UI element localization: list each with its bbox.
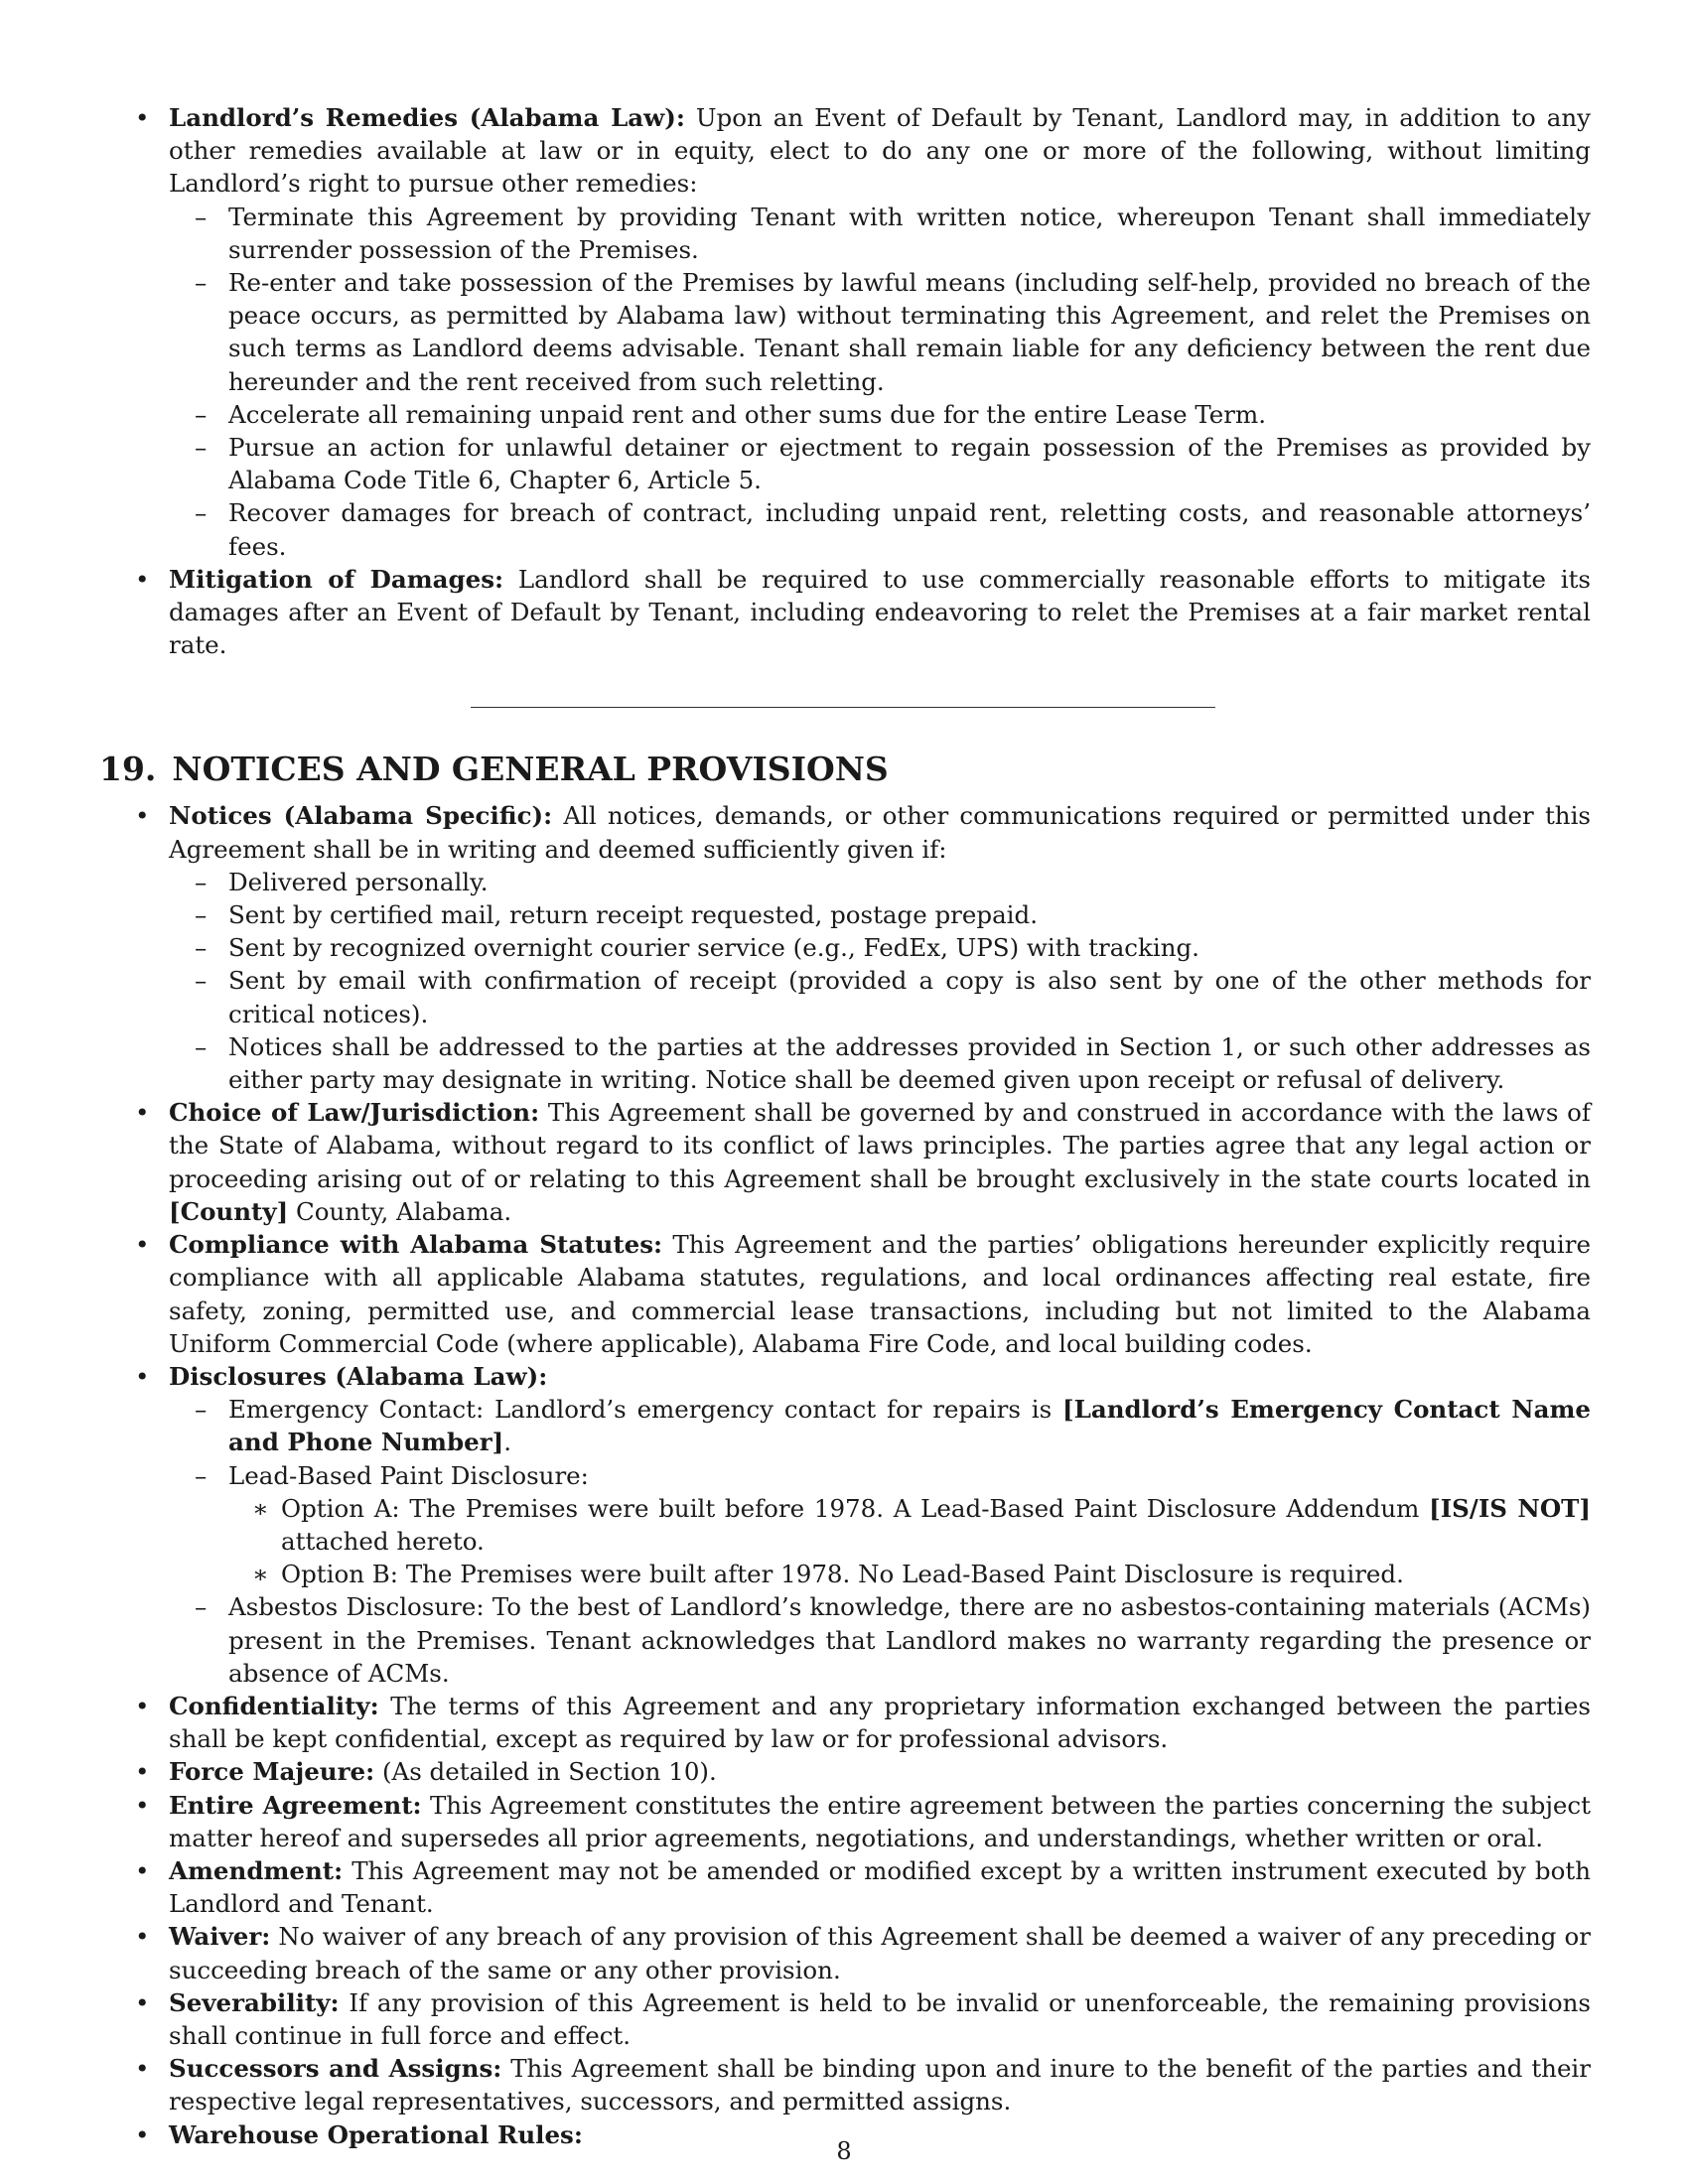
item-title: Entire Agreement: [169,1790,422,1820]
list-item-successors [99,2052,1591,2117]
list-item-confidentiality [99,1690,1591,1755]
emergency-contact-placeholder: [Landlord’s Emergency Contact Name and Phone Number] [228,1395,1591,1457]
sub-item-text: Lead-Based Paint Disclosure: [228,1460,589,1490]
item-title: Disclosures (Alabama Law): [169,1361,548,1391]
item-title: Amendment: [169,1855,344,1885]
list-item-landlords-remedies [99,101,1591,563]
page-number: 8 [836,2137,852,2165]
item-title: Severability: [169,1987,340,2017]
list-item-notices [99,799,1591,1096]
section-divider [471,707,1215,708]
item-title: Notices (Alabama Specific): [169,801,553,831]
item-text: This Agreement and the parties’ obligations hereunder explicitly require compliance with all applicable Alabama statutes, regulations, and local ordinances affecting real estate, fire safety, zoning, permitted use, and commercial lease transactions, including but not limited to the Alabama Uniform Commercial Code (where applicable), Alabama Fire Code, and local building codes. [169,1230,1591,1358]
list-item-amendment [99,1854,1591,1920]
provisions-list [99,799,1591,2150]
list-item-disclosures [99,1360,1591,1690]
item-title: Waiver: [169,1922,271,1952]
item-text: This Agreement constitutes the entire agreement between the parties concerning the subject matter hereof and supersedes all prior agreements, negotiations, and understandings, whether written or oral. [169,1790,1591,1852]
sub-item: – Sent by email with confirmation of receipt (provided a copy is also sent by one of the other methods for critical notices). [99,964,1591,1029]
list-item-entire-agreement [99,1789,1591,1854]
list-item-severability [99,1986,1591,2052]
is-is-not-placeholder: [IS/IS NOT] [1429,1493,1591,1523]
item-title: Compliance with Alabama Statutes: [169,1230,663,1260]
sub-item-emergency-contact [99,1393,1591,1458]
sub-item: – Pursue an action for unlawful detainer or ejectment to regain possession of the Premises as provided by Alabama Code Title 6, Chapter 6, Article 5. [99,431,1591,496]
option-text-end: attached hereto. [281,1526,485,1556]
lead-paint-options [228,1492,1591,1591]
option-text: Option A: The Premises were built before 1978. A Lead-Based Paint Disclosure Addendum [281,1493,1430,1523]
notices-sublist [169,866,1591,1096]
option-a [99,1492,1591,1558]
option-b: ∗ Option B: The Premises were built after 1978. No Lead-Based Paint Disclosure is required. [99,1558,1591,1590]
item-title: Force Majeure: [169,1757,375,1787]
item-text: This Agreement may not be amended or modified except by a written instrument executed by both Landlord and Tenant. [169,1855,1591,1919]
county-placeholder: [County] [169,1196,289,1226]
sub-item: – Terminate this Agreement by providing Tenant with written notice, whereupon Tenant shall immediately surrender possession of the Premises. [99,201,1591,266]
sub-item-text: Emergency Contact: Landlord’s emergency contact for repairs is [228,1395,1062,1425]
item-text: This Agreement shall be governed by and construed in accordance with the laws of the State of Alabama, without regard to its conflict of laws principles. The parties agree that any legal action or proceeding arising out of or relating to this Agreement shall be brought exclusively in the state courts located in [169,1098,1591,1193]
item-text: No waiver of any breach of any provision of this Agreement shall be deemed a waiver of any preceding or succeeding breach of the same or any other provision. [169,1922,1591,1984]
item-title: Warehouse Operational Rules: [169,2119,583,2149]
sub-item: – Recover damages for breach of contract, including unpaid rent, reletting costs, and reasonable attorneys’ fees. [99,496,1591,562]
item-text: This Agreement shall be binding upon and inure to the benefit of the parties and their respective legal representatives, successors, and permitted assigns. [169,2054,1591,2116]
item-text: Upon an Event of Default by Tenant, Landlord may, in addition to any other remedies available at law or in equity, elect to do any one or more of the following, without limiting Landlord’s right to pursue other remedies: [169,103,1591,199]
item-text: Landlord shall be required to use commercially reasonable efforts to mitigate its damages after an Event of Default by Tenant, including endeavoring to relet the Premises at a fair market rental rate. [169,564,1591,660]
section-heading [99,750,1591,789]
remedies-sublist [169,201,1591,563]
item-title: Successors and Assigns: [169,2054,502,2084]
list-item-force-majeure [99,1755,1591,1788]
sub-item: – Re-enter and take possession of the Premises by lawful means (including self-help, provided no breach of the peace occurs, as permitted by Alabama law) without terminating this Agreement, and relet the Premises on such terms as Landlord deems advisable. Tenant shall remain liable for any deficiency between the rent due hereunder and the rent received from such reletting. [99,266,1591,398]
list-item-waiver [99,1920,1591,1985]
item-text: (As detailed in Section 10). [381,1757,717,1787]
list-item-compliance [99,1228,1591,1360]
list-item-choice-of-law [99,1096,1591,1228]
item-title: Choice of Law/Jurisdiction: [169,1098,540,1128]
item-text: If any provision of this Agreement is held to be invalid or unenforceable, the remaining provisions shall continue in full force and effect. [169,1987,1591,2050]
item-text-end: County, Alabama. [288,1196,512,1226]
sub-item-lead-paint [99,1459,1591,1591]
sub-item: – Sent by recognized overnight courier service (e.g., FedEx, UPS) with tracking. [99,931,1591,964]
sub-item: – Accelerate all remaining unpaid rent and other sums due for the entire Lease Term. [99,398,1591,431]
disclosures-sublist [169,1393,1591,1690]
item-title: Landlord’s Remedies (Alabama Law): [169,103,685,132]
item-title: Confidentiality: [169,1691,379,1720]
sub-item-text-end: . [503,1428,512,1457]
item-text: All notices, demands, or other communications required or permitted under this Agreement shall be in writing and deemed sufficiently given if: [169,801,1591,864]
section-number: 19. [99,750,157,789]
sub-item: – Notices shall be addressed to the parties at the addresses provided in Section 1, or such other addresses as either party may designate in writing. Notice shall be deemed given upon receipt or refusal of delivery. [99,1030,1591,1096]
item-title: Mitigation of Damages: [169,564,504,594]
sub-item: – Sent by certified mail, return receipt requested, postage prepaid. [99,898,1591,931]
sub-item-asbestos: – Asbestos Disclosure: To the best of Landlord’s knowledge, there are no asbestos-containing materials (ACMs) present in the Premises. Tenant acknowledges that Landlord makes no warranty regarding the presence or absence of ACMs. [99,1590,1591,1690]
section-title: NOTICES AND GENERAL PROVISIONS [172,750,889,789]
document-body [99,101,1591,2151]
sub-item: – Delivered personally. [99,866,1591,898]
list-item-mitigation [99,563,1591,662]
remedies-list [99,101,1591,661]
item-text: The terms of this Agreement and any proprietary information exchanged between the parties shall be kept confidential, except as required by law or for professional advisors. [169,1691,1591,1754]
